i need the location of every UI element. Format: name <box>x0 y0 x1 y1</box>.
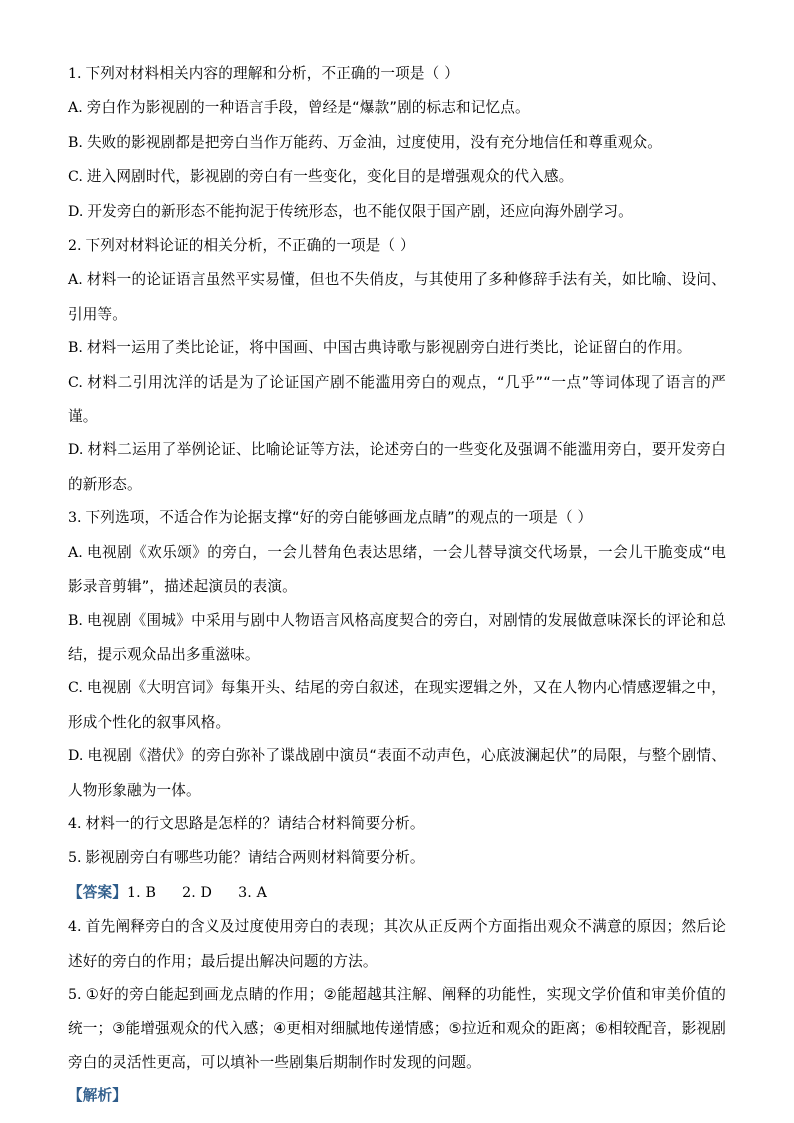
question-3-option-c[interactable] <box>68 671 726 739</box>
question-5-stem-text: 影视剧旁白有哪些功能？请结合两则材料简要分析。 <box>85 849 425 867</box>
analysis-marker: 【解析】 <box>68 1087 127 1105</box>
question-2-option-c[interactable] <box>68 366 726 434</box>
question-1-stem-text: 下列对材料相关内容的理解和分析，不正确的一项是（ ） <box>85 65 459 82</box>
option-label-a: A. <box>68 272 83 289</box>
document-body <box>68 57 726 1113</box>
answer-4-number: 4. <box>68 919 82 936</box>
question-3-number: 3. <box>68 510 82 527</box>
option-label-b: B. <box>68 340 83 357</box>
option-text: 材料一的论证语言虽然平实易懂，但也不失俏皮，与其使用了多种修辞手法有关，如比喻、设问、引用等。 <box>68 271 726 323</box>
option-label-a: A. <box>68 544 83 561</box>
option-label-c: C. <box>68 374 83 391</box>
question-1-option-b[interactable] <box>68 126 726 160</box>
question-3-option-a[interactable] <box>68 536 726 604</box>
answer-5-number: 5. <box>68 986 82 1003</box>
option-text: 旁白作为影视剧的一种语言手段，曾经是“爆款”剧的标志和记忆点。 <box>86 99 530 117</box>
question-2-option-d[interactable] <box>68 433 726 501</box>
option-text: 电视剧《大明宫词》每集开头、结尾的旁白叙述，在现实逻辑之外，又在人物内心情感逻辑之中，形成个性化的叙事风格。 <box>68 679 726 731</box>
question-2-option-b[interactable] <box>68 331 726 365</box>
answer-q2: 2. D <box>182 884 213 901</box>
question-2-option-a[interactable] <box>68 263 726 331</box>
question-1-option-a[interactable] <box>68 91 726 125</box>
answer-5 <box>68 978 726 1079</box>
answer-q1: 1. B <box>126 884 157 901</box>
option-label-c: C. <box>68 680 83 697</box>
option-text: 电视剧《潜伏》的旁白弥补了谍战剧中演员“表面不动声色，心底波澜起伏”的局限，与整个剧情、人物形象融为一体。 <box>68 747 726 799</box>
answer-4-text: 首先阐释旁白的含义及过度使用旁白的表现；其次从正反两个方面指出观众不满意的原因；然后论述好的旁白的作用；最后提出解决问题的方法。 <box>68 918 726 970</box>
answer-marker: 【答案】 <box>68 883 127 901</box>
question-3-option-b[interactable] <box>68 604 726 672</box>
question-3-stem <box>68 501 726 535</box>
option-label-d: D. <box>68 203 84 220</box>
question-1-option-c[interactable] <box>68 160 726 194</box>
question-2-stem <box>68 229 726 263</box>
option-label-b: B. <box>68 134 83 151</box>
question-4-number: 4. <box>68 815 82 832</box>
option-text: 材料二引用沈洋的话是为了论证国产剧不能滥用旁白的观点，“几乎”“一点”等词体现了语言的严谨。 <box>68 373 726 426</box>
option-text: 进入网剧时代，影视剧的旁白有一些变化，变化目的是增强观众的代入感。 <box>86 168 574 186</box>
question-1-option-d[interactable] <box>68 195 726 229</box>
option-text: 电视剧《围城》中采用与剧中人物语言风格高度契合的旁白，对剧情的发展做意味深长的评论和总结，提示观众品出多重滋味。 <box>68 611 726 663</box>
answer-4 <box>68 910 726 978</box>
question-3-stem-text: 下列选项，不适合作为论据支撑“好的旁白能够画龙点睛”的观点的一项是（ ） <box>85 509 593 527</box>
option-text: 失败的影视剧都是把旁白当作万能药、万金油，过度使用，没有充分地信任和尊重观众。 <box>86 133 662 151</box>
question-3-option-d[interactable] <box>68 739 726 807</box>
option-text: 电视剧《欢乐颂》的旁白，一会儿替角色表达思绪，一会儿替导演交代场景，一会儿干脆变成“电影录音剪辑”，描述起演员的表演。 <box>68 543 726 596</box>
answer-line <box>68 876 726 910</box>
analysis-line <box>68 1079 726 1112</box>
question-2-stem-text: 下列对材料论证的相关分析，不正确的一项是（ ） <box>85 237 415 255</box>
option-label-a: A. <box>68 100 83 117</box>
question-1-number: 1. <box>68 66 82 82</box>
option-text: 开发旁白的新形态不能拘泥于传统形态，也不能仅限于国产剧，还应向海外剧学习。 <box>87 202 633 220</box>
option-label-b: B. <box>68 612 83 629</box>
option-label-d: D. <box>68 748 84 765</box>
option-text: 材料二运用了举例论证、比喻论证等方法，论述旁白的一些变化及强调不能滥用旁白，要开发旁白的新形态。 <box>68 441 726 493</box>
question-2-number: 2. <box>68 238 82 255</box>
question-5-stem <box>68 841 726 875</box>
answer-5-text: ①好的旁白能起到画龙点睛的作用；②能超越其注解、阐释的功能性，实现文学价值和审美价值的统一；③能增强观众的代入感；④更相对细腻地传递情感；⑤拉近和观众的距离；⑥相较配音，影视剧旁白的灵活性更高，可以填补一些剧集后期制作时发现的问题。 <box>68 985 726 1071</box>
question-4-stem-text: 材料一的行文思路是怎样的？请结合材料简要分析。 <box>85 814 425 832</box>
option-text: 材料一运用了类比论证，将中国画、中国古典诗歌与影视剧旁白进行类比，论证留白的作用。 <box>86 339 692 357</box>
question-1-stem <box>68 57 726 91</box>
answer-q3: 3. A <box>238 884 267 901</box>
option-label-c: C. <box>68 169 83 186</box>
option-label-d: D. <box>68 442 84 459</box>
question-5-number: 5. <box>68 850 82 867</box>
question-4-stem <box>68 807 726 841</box>
